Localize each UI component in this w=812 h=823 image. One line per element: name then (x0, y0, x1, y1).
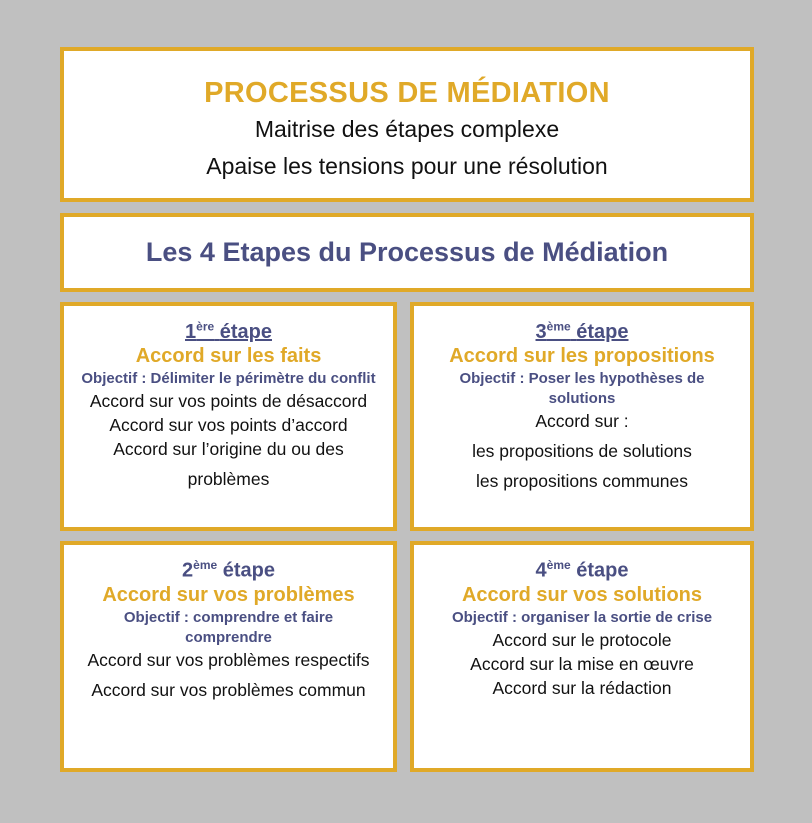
step-1-title: Accord sur les faits (135, 344, 322, 367)
step-2-word: étape (222, 559, 275, 582)
step-4-item: Accord sur la rédaction (492, 677, 672, 698)
step-2-number: 2 (182, 559, 194, 582)
step-1-ordinal: ère (196, 319, 215, 333)
step-1-word: étape (219, 320, 272, 343)
step-1-objective: Objectif : Délimiter le périmètre du conflit (81, 369, 376, 387)
step-3-label (414, 314, 750, 344)
step-2-title: Accord sur vos problèmes (102, 583, 355, 606)
step-3-item: les propositions communes (475, 470, 689, 491)
step-1-card (60, 302, 397, 531)
section-title-box (60, 213, 754, 292)
step-3-number: 3 (535, 320, 547, 343)
step-4-word: étape (576, 559, 629, 582)
step-3-objective: Objectif : Poser les hypothèses de solutions (459, 369, 705, 407)
step-3-item: Accord sur : (535, 410, 629, 431)
step-3-item: les propositions de solutions (472, 440, 692, 461)
step-1-number: 1 (185, 320, 197, 343)
step-4-label (414, 553, 750, 583)
step-2-item: Accord sur vos problèmes respectifs (87, 649, 370, 670)
step-1-item: Accord sur l’origine du ou des (113, 438, 344, 459)
step-4-card (410, 541, 754, 772)
step-3-ordinal: ème (546, 319, 571, 333)
step-1-item: Accord sur vos points d’accord (109, 414, 348, 435)
step-1-item: Accord sur vos points de désaccord (89, 390, 368, 411)
step-2-ordinal: ème (193, 558, 218, 572)
step-3-title: Accord sur les propositions (449, 344, 715, 367)
step-2-label (64, 553, 393, 583)
header-line-1: Maitrise des étapes complexe (254, 116, 560, 142)
step-4-item: Accord sur le protocole (492, 629, 672, 650)
header-box (60, 47, 754, 202)
step-3-word: étape (576, 320, 629, 343)
step-4-title: Accord sur vos solutions (461, 583, 703, 606)
step-1-item: problèmes (187, 468, 270, 489)
step-4-item: Accord sur la mise en œuvre (470, 653, 694, 674)
main-title: PROCESSUS DE MÉDIATION (204, 77, 610, 109)
step-3-card (410, 302, 754, 531)
header-line-2: Apaise les tensions pour une résolution (206, 153, 608, 179)
step-4-objective: Objectif : organiser la sortie de crise (451, 608, 713, 626)
step-4-ordinal: ème (546, 558, 571, 572)
step-2-card (60, 541, 397, 772)
step-1-label (64, 314, 393, 344)
step-2-item: Accord sur vos problèmes commun (91, 679, 366, 700)
step-2-objective: Objectif : comprendre et faire comprendre (123, 608, 334, 646)
section-title: Les 4 Etapes du Processus de Médiation (145, 237, 669, 267)
step-4-number: 4 (535, 559, 547, 582)
